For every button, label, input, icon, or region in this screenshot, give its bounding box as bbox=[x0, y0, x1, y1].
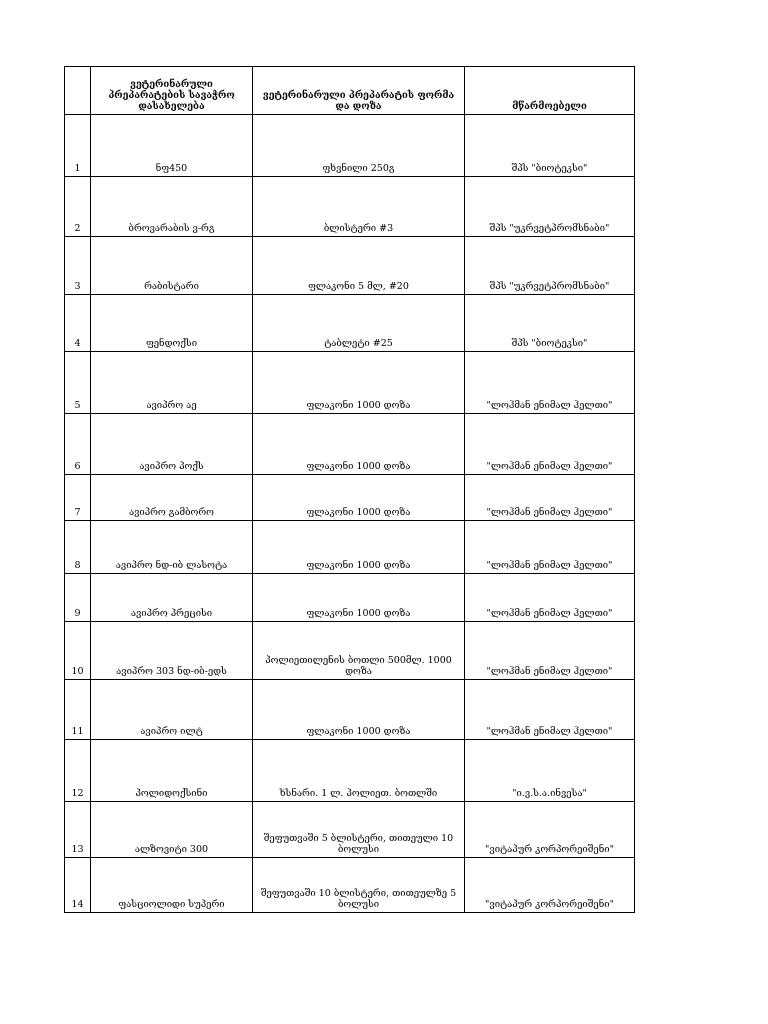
row-manufacturer: შპს "ბიოტეკსი" bbox=[465, 115, 635, 177]
table-row bbox=[65, 680, 635, 740]
row-manufacturer: შპს "უკრვეტპრომსნაბი" bbox=[465, 237, 635, 295]
row-trade-name: ავიპრო ნდ-იბ ლასოტა bbox=[91, 521, 253, 574]
row-number: 14 bbox=[65, 858, 91, 913]
row-form-dose: ფლაკონი 1000 დოზა bbox=[253, 521, 465, 574]
table-row bbox=[65, 475, 635, 521]
table-row bbox=[65, 858, 635, 913]
table-row bbox=[65, 521, 635, 574]
row-number: 4 bbox=[65, 295, 91, 352]
row-trade-name: პოლიდოქსინი bbox=[91, 740, 253, 802]
row-manufacturer: "ლოჰმან ენიმალ ჰელთი" bbox=[465, 574, 635, 622]
row-form-dose: შეფუთვაში 10 ბლისტერი, თითეულზე 5 ბოლუსი bbox=[253, 858, 465, 913]
row-form-dose: ფლაკონი 5 მლ, #20 bbox=[253, 237, 465, 295]
row-manufacturer: "ლოჰმან ენიმალ ჰელთი" bbox=[465, 622, 635, 680]
row-form-dose: ტაბლეტი #25 bbox=[253, 295, 465, 352]
row-form-dose: პოლიეთილენის ბოთლი 500მლ. 1000 დოზა bbox=[253, 622, 465, 680]
row-form-dose: ფლაკონი 1000 დოზა bbox=[253, 414, 465, 475]
row-number: 8 bbox=[65, 521, 91, 574]
row-form-dose: ფლაკონი 1000 დოზა bbox=[253, 352, 465, 414]
row-trade-name: ავიპრო პოქს bbox=[91, 414, 253, 475]
header-number bbox=[65, 67, 91, 115]
row-trade-name: ავიპრო 303 ნდ-იბ-ედს bbox=[91, 622, 253, 680]
row-manufacturer: "ლოჰმან ენიმალ ჰელთი" bbox=[465, 475, 635, 521]
table-row bbox=[65, 414, 635, 475]
row-number: 1 bbox=[65, 115, 91, 177]
table-row bbox=[65, 237, 635, 295]
table-row bbox=[65, 740, 635, 802]
row-trade-name: ალზოვიტი 300 bbox=[91, 802, 253, 858]
table-row bbox=[65, 802, 635, 858]
row-number: 12 bbox=[65, 740, 91, 802]
table-row bbox=[65, 352, 635, 414]
row-manufacturer: "ლოჰმან ენიმალ ჰელთი" bbox=[465, 414, 635, 475]
header-manufacturer: მწარმოებელი bbox=[465, 67, 635, 115]
table-row bbox=[65, 115, 635, 177]
row-form-dose: ხსნარი. 1 ლ. პოლიეთ. ბოთლში bbox=[253, 740, 465, 802]
row-form-dose: ფხვნილი 250გ bbox=[253, 115, 465, 177]
row-manufacturer: "ი.ვ.ს.ა.ინვესა" bbox=[465, 740, 635, 802]
table-row bbox=[65, 295, 635, 352]
row-trade-name: ავიპრო პრეცისი bbox=[91, 574, 253, 622]
veterinary-drugs-table bbox=[64, 66, 635, 913]
row-number: 6 bbox=[65, 414, 91, 475]
row-number: 2 bbox=[65, 177, 91, 237]
row-manufacturer: შპს "უკრვეტპრომსნაბი" bbox=[465, 177, 635, 237]
row-manufacturer: "ვიტაპურ კორპორეიშენი" bbox=[465, 858, 635, 913]
row-number: 13 bbox=[65, 802, 91, 858]
row-form-dose: ფლაკონი 1000 დოზა bbox=[253, 475, 465, 521]
row-trade-name: ბროვარაბის ვ-რგ bbox=[91, 177, 253, 237]
table-row bbox=[65, 177, 635, 237]
row-number: 10 bbox=[65, 622, 91, 680]
row-manufacturer: "ლოჰმან ენიმალ ჰელთი" bbox=[465, 521, 635, 574]
row-number: 9 bbox=[65, 574, 91, 622]
row-form-dose: ფლაკონი 1000 დოზა bbox=[253, 680, 465, 740]
row-number: 3 bbox=[65, 237, 91, 295]
row-trade-name: ნფ450 bbox=[91, 115, 253, 177]
row-trade-name: ფენდოქსი bbox=[91, 295, 253, 352]
row-number: 11 bbox=[65, 680, 91, 740]
row-form-dose: ფლაკონი 1000 დოზა bbox=[253, 574, 465, 622]
row-trade-name: რაბისტარი bbox=[91, 237, 253, 295]
row-number: 7 bbox=[65, 475, 91, 521]
row-trade-name: ფასციოლიდი სუპერი bbox=[91, 858, 253, 913]
table-row bbox=[65, 622, 635, 680]
row-manufacturer: "ლოჰმან ენიმალ ჰელთი" bbox=[465, 680, 635, 740]
table-header-row bbox=[65, 67, 635, 115]
row-trade-name: ავიპრო ილტ bbox=[91, 680, 253, 740]
row-manufacturer: "ლოჰმან ენიმალ ჰელთი" bbox=[465, 352, 635, 414]
table-row bbox=[65, 574, 635, 622]
row-form-dose: ბლისტერი #3 bbox=[253, 177, 465, 237]
header-trade-name: ვეტერინარული პრეპარატების სავაჭრო დასახელება bbox=[91, 67, 253, 115]
header-form-dose: ვეტერინარული პრეპარატის ფორმა და დოზა bbox=[253, 67, 465, 115]
row-trade-name: ავიპრო აე bbox=[91, 352, 253, 414]
row-manufacturer: შპს "ბიოტეკსი" bbox=[465, 295, 635, 352]
row-form-dose: შეფუთვაში 5 ბლისტერი, თითეული 10 ბოლუსი bbox=[253, 802, 465, 858]
row-trade-name: ავიპრო გამბორო bbox=[91, 475, 253, 521]
row-number: 5 bbox=[65, 352, 91, 414]
row-manufacturer: "ვიტაპურ კორპორეიშენი" bbox=[465, 802, 635, 858]
